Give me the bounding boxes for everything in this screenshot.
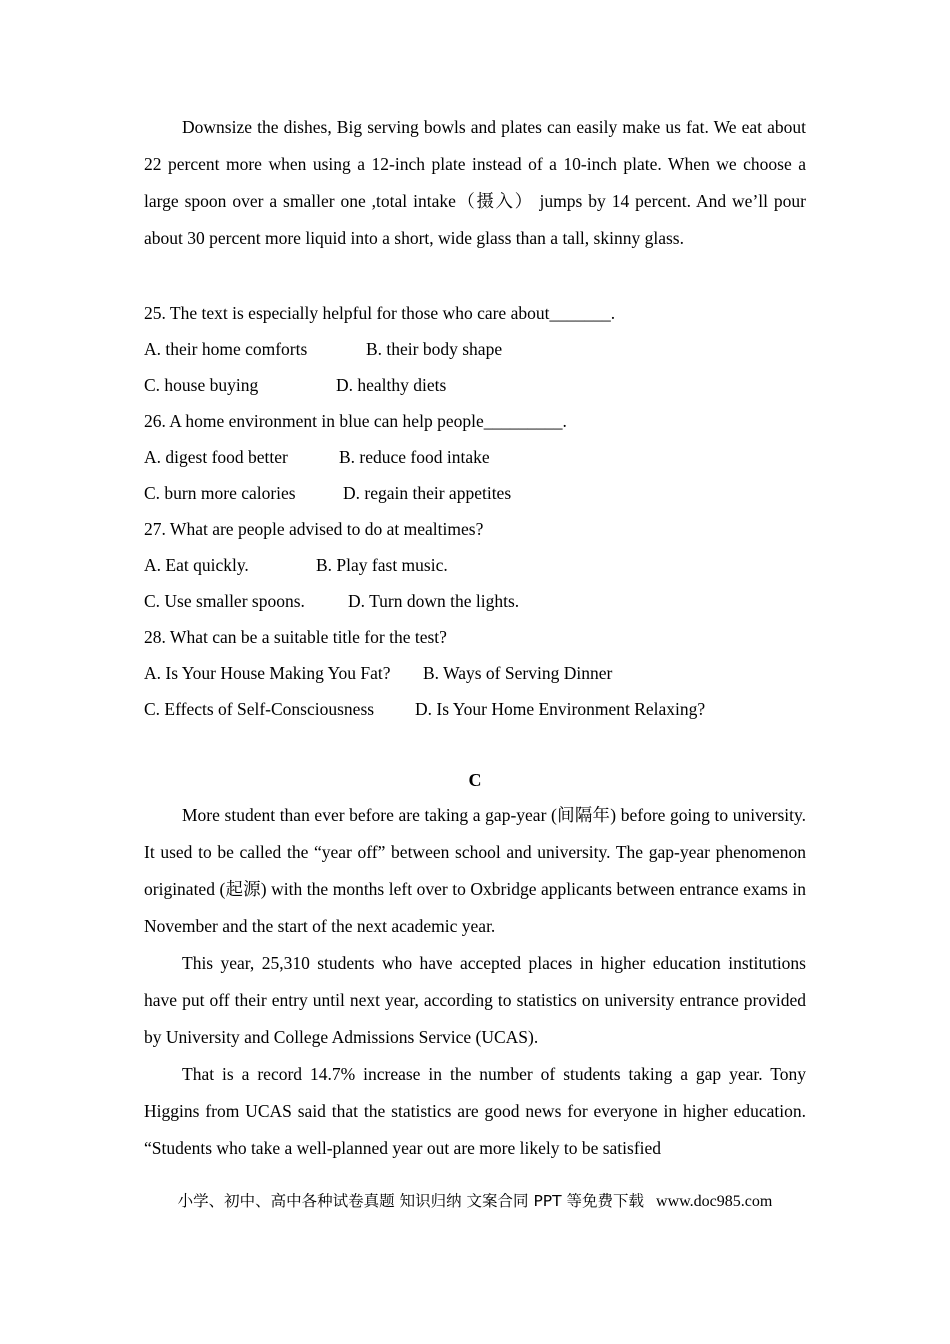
- question-27-option-b: B. Play fast music.: [316, 555, 448, 575]
- question-26-option-a: A. digest food better: [144, 447, 288, 467]
- question-25-options-row-1: [144, 331, 806, 367]
- passage-b-paragraph: [144, 109, 806, 257]
- question-27-options-row-2: [144, 583, 806, 619]
- section-c-paragraph-2: This year, 25,310 students who have accepted places in higher education institutions have put off their entry until next year, according to statistics on university entrance provided by University and College Admissions Service (UCAS).: [144, 953, 806, 1047]
- question-27-option-d: D. Turn down the lights.: [348, 591, 520, 611]
- question-25-option-c: C. house buying: [144, 375, 259, 395]
- section-c-paragraph-1: More student than ever before are taking a gap-year (间隔年) before going to university. It used to be called the “year off” between school and university. The gap-year phenomenon originated (起源) with the months left over to Oxbridge applicants between entrance exams in November and the start of the next academic year.: [144, 805, 806, 936]
- question-27-stem: 27. What are people advised to do at mealtimes?: [144, 519, 484, 539]
- question-26-options-row-2: [144, 475, 806, 511]
- question-28-option-d: D. Is Your Home Environment Relaxing?: [415, 699, 706, 719]
- paragraph-downsize-dishes: Downsize the dishes, Big serving bowls and plates can easily make us fat. We eat about 22 percent more when using a 12-inch plate instead of a 10-inch plate. When we choose a large spoon over a smaller one ,total intake（摄入） jumps by 14 percent. And we’ll pour about 30 percent more liquid into a short, wide glass than a tall, skinny glass.: [144, 117, 806, 248]
- question-28-options-row-2: [144, 691, 806, 727]
- question-25-option-a: A. their home comforts: [144, 339, 308, 359]
- question-27-option-a: A. Eat quickly.: [144, 555, 249, 575]
- question-26-option-c: C. burn more calories: [144, 483, 296, 503]
- question-26-option-d: D. regain their appetites: [343, 483, 512, 503]
- section-c-paragraph-3: That is a record 14.7% increase in the number of students taking a gap year. Tony Higgins from UCAS said that the statistics are good news for everyone in higher education. “Students who take a well-planned year out are more likely to be satisfied: [144, 1064, 806, 1158]
- question-28-stem: 28. What can be a suitable title for the test?: [144, 627, 447, 647]
- questions-block: [144, 295, 806, 727]
- question-25-options-row-2: [144, 367, 806, 403]
- section-c-body: [144, 797, 806, 1167]
- question-26-stem: 26. A home environment in blue can help people_________.: [144, 411, 567, 431]
- question-26-options-row-1: [144, 439, 806, 475]
- question-25-stem: 25. The text is especially helpful for those who care about_______.: [144, 303, 616, 323]
- question-25-option-b: B. their body shape: [366, 339, 503, 359]
- question-28-option-b: B. Ways of Serving Dinner: [423, 663, 613, 683]
- footer-url: www.doc985.com: [656, 1193, 773, 1210]
- section-c-heading: C: [468, 770, 482, 790]
- question-28-options-row-1: [144, 655, 806, 691]
- question-27-options-row-1: [144, 547, 806, 583]
- question-28-option-c: C. Effects of Self-Consciousness: [144, 699, 375, 719]
- question-27-option-c: C. Use smaller spoons.: [144, 591, 305, 611]
- question-26-option-b: B. reduce food intake: [339, 447, 490, 467]
- page-footer: [0, 1187, 950, 1216]
- footer-text: 小学、初中、高中各种试卷真题 知识归纳 文案合同 PPT 等免费下载: [177, 1192, 645, 1210]
- question-28-option-a: A. Is Your House Making You Fat?: [144, 663, 391, 683]
- question-25-option-d: D. healthy diets: [336, 375, 447, 395]
